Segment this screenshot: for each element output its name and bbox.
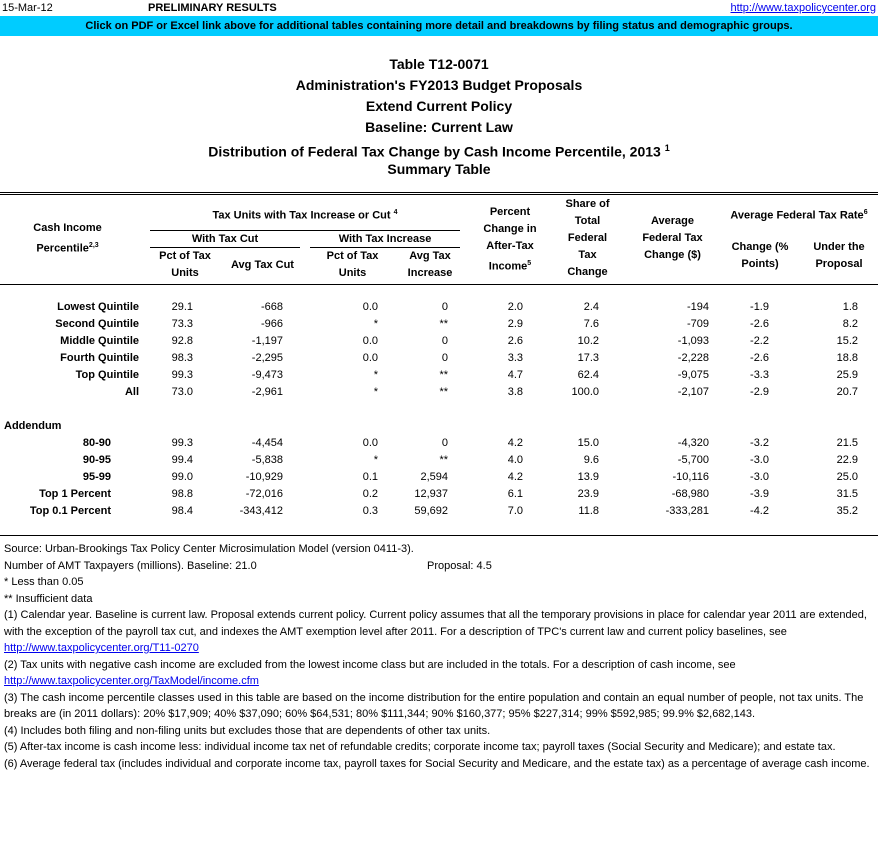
cell: ** bbox=[439, 369, 448, 381]
note-1-link[interactable]: http://www.taxpolicycenter.org/T11-0270 bbox=[4, 642, 199, 654]
cell: -3.9 bbox=[750, 488, 769, 500]
cell: 0 bbox=[441, 301, 448, 313]
cell: -3.3 bbox=[750, 369, 769, 381]
note-1: (1) Calendar year. Baseline is current law. Proposal extends current policy. Current policy assumes that all the temporary provisions in place for calendar year 2011 are extended, with the exception of the payroll tax cut, and indexes the AMT exemption level after 2011. For a description of TPC's current law and current policy baselines, see bbox=[4, 609, 867, 638]
cell: 1.8 bbox=[842, 301, 858, 313]
title-line-2: Administration's FY2013 Budget Proposals bbox=[295, 77, 583, 93]
cell: -2.2 bbox=[750, 335, 769, 347]
info-banner: Click on PDF or Excel link above for additional tables containing more detail and breakdowns by filing status and demographic groups. bbox=[0, 16, 878, 36]
site-link[interactable]: http://www.taxpolicycenter.org bbox=[730, 2, 876, 14]
col-under-proposal: Under the Proposal bbox=[813, 241, 865, 270]
cell: -709 bbox=[686, 318, 709, 330]
cell: -2,961 bbox=[251, 386, 283, 398]
cell: -3.2 bbox=[750, 437, 769, 449]
cell: 17.3 bbox=[577, 352, 599, 364]
cell: 2,594 bbox=[420, 471, 448, 483]
table-row bbox=[0, 486, 878, 503]
cell: 4.0 bbox=[507, 454, 523, 466]
footnotes bbox=[4, 541, 874, 772]
cell: ** bbox=[439, 454, 448, 466]
cell: 98.3 bbox=[171, 352, 193, 364]
col-group-with-increase: With Tax Increase bbox=[338, 233, 432, 245]
table-row bbox=[0, 384, 878, 401]
col-pct-units-cut: Pct of Tax Units bbox=[159, 250, 211, 279]
cell: -4.2 bbox=[750, 505, 769, 517]
note-2: (2) Tax units with negative cash income are excluded from the lowest income class but are included in the totals. For a description of cash income, see bbox=[4, 658, 736, 671]
cell: -68,980 bbox=[671, 488, 709, 500]
cell: -3.0 bbox=[750, 454, 769, 466]
cell: 0 bbox=[441, 437, 448, 449]
note-6: (6) Average federal tax (includes individual and corporate income tax, payroll taxes for Social Security and Medicare, and the estate tax) as a percentage of average cash income. bbox=[4, 757, 870, 770]
source-note: Source: Urban-Brookings Tax Policy Center Microsimulation Model (version 0411-3). bbox=[4, 543, 414, 555]
table-row bbox=[0, 316, 878, 333]
row-label: 90-95 bbox=[82, 454, 111, 466]
table-bottom-rule bbox=[0, 535, 878, 536]
cell: -2,107 bbox=[677, 386, 709, 398]
cell: 0.3 bbox=[362, 505, 378, 517]
row-label: 95-99 bbox=[82, 471, 111, 483]
table-id: Table T12-0071 bbox=[389, 56, 489, 72]
cell: -1,093 bbox=[677, 335, 709, 347]
col-group-avg-rate: Average Federal Tax Rate$^6$ bbox=[730, 209, 868, 222]
col-avg-tax-cut: Avg Tax Cut bbox=[231, 259, 294, 271]
cell: 4.7 bbox=[507, 369, 523, 381]
cell: 0.0 bbox=[362, 335, 378, 347]
cell: -2.9 bbox=[750, 386, 769, 398]
cell: -5,838 bbox=[251, 454, 283, 466]
row-label: Top 1 Percent bbox=[39, 488, 111, 500]
col-cash-income: Cash Income Percentile$^{2,3}$ bbox=[33, 222, 102, 255]
cell: 73.3 bbox=[171, 318, 193, 330]
table-row bbox=[0, 503, 878, 520]
cell: 20.7 bbox=[836, 386, 858, 398]
title-line-6: Summary Table bbox=[387, 161, 491, 177]
cell: 4.2 bbox=[507, 471, 523, 483]
cell: 100.0 bbox=[571, 386, 599, 398]
note-5: (5) After-tax income is cash income less: individual income tax net of refundable credits; corporate income tax; payroll taxes (Social Security and Medicare); and estate tax. bbox=[4, 741, 836, 753]
cell: 31.5 bbox=[836, 488, 858, 500]
cell: -668 bbox=[260, 301, 283, 313]
cell: 2.0 bbox=[507, 301, 523, 313]
cell: -194 bbox=[686, 301, 709, 313]
cell: 7.0 bbox=[507, 505, 523, 517]
cell: 0.0 bbox=[362, 352, 378, 364]
row-label: Top Quintile bbox=[75, 369, 139, 381]
cell: * bbox=[373, 386, 378, 398]
amt-note: Number of AMT Taxpayers (millions). Baseline: 21.0 Proposal: 4.5 bbox=[4, 559, 492, 572]
row-label: Middle Quintile bbox=[60, 335, 139, 347]
cell: 9.6 bbox=[583, 454, 599, 466]
header-bottom-rule bbox=[0, 284, 878, 285]
cell: 99.4 bbox=[171, 454, 193, 466]
cell: 2.6 bbox=[507, 335, 523, 347]
row-label: Fourth Quintile bbox=[60, 352, 139, 364]
insufficient-note: ** Insufficient data bbox=[4, 592, 93, 605]
cell: -1.9 bbox=[750, 301, 769, 313]
cell: 12,937 bbox=[414, 488, 448, 500]
cell: 35.2 bbox=[836, 505, 858, 517]
cell: 73.0 bbox=[171, 386, 193, 398]
cell: 8.2 bbox=[842, 318, 858, 330]
cell: -9,473 bbox=[251, 369, 283, 381]
cell: 22.9 bbox=[836, 454, 858, 466]
table-row bbox=[0, 350, 878, 367]
cell: -966 bbox=[260, 318, 283, 330]
cell: -2.6 bbox=[750, 318, 769, 330]
cell: * bbox=[373, 454, 378, 466]
cell: -4,320 bbox=[677, 437, 709, 449]
row-label: 80-90 bbox=[82, 437, 111, 449]
footnote-ref: 1 bbox=[664, 143, 670, 153]
cell: -10,929 bbox=[245, 471, 283, 483]
cell: 25.9 bbox=[836, 369, 858, 381]
addendum-row bbox=[0, 418, 878, 435]
cell: ** bbox=[439, 386, 448, 398]
cell: 13.9 bbox=[577, 471, 599, 483]
title-line-3: Extend Current Policy bbox=[365, 98, 513, 114]
cell: 2.9 bbox=[507, 318, 523, 330]
cell: 6.1 bbox=[507, 488, 523, 500]
title-line-5: Distribution of Federal Tax Change by Cash Income Percentile, 2013 $^1$ bbox=[208, 143, 670, 160]
cell: 29.1 bbox=[171, 301, 193, 313]
row-label: All bbox=[124, 386, 139, 398]
cell: 0.2 bbox=[362, 488, 378, 500]
cell: 21.5 bbox=[836, 437, 858, 449]
cell: 0.1 bbox=[362, 471, 378, 483]
cell: 0 bbox=[441, 352, 448, 364]
cell: 99.3 bbox=[171, 369, 193, 381]
cell: 15.0 bbox=[577, 437, 599, 449]
table-row bbox=[0, 469, 878, 486]
note-4: (4) Includes both filing and non-filing units but excludes those that are dependents of other tax units. bbox=[4, 724, 491, 737]
note-3: (3) The cash income percentile classes used in this table are based on the income distribution for the entire population and contain an equal number of people, not tax units. The breaks are (in 2011 dollars): 20% $17,909; 40% $37,090; 60% $64,531; 80% $111,344; 90% $160,377; 95% $227,314; 99% $592,985; 99.9% $2,682,143. bbox=[4, 691, 864, 720]
cell: -1,197 bbox=[251, 335, 283, 347]
cell: -4,454 bbox=[251, 437, 283, 449]
cell: 98.8 bbox=[171, 488, 193, 500]
cell: -333,281 bbox=[665, 505, 709, 517]
cell: -343,412 bbox=[239, 505, 283, 517]
col-share-total: Share of Total Federal Tax Change bbox=[565, 198, 610, 278]
preliminary-label: PRELIMINARY RESULTS bbox=[148, 2, 277, 14]
cell: 99.0 bbox=[171, 471, 193, 483]
cell: 0.0 bbox=[362, 301, 378, 313]
col-avg-tax-increase: Avg Tax Increase bbox=[407, 250, 453, 279]
cell: 4.2 bbox=[507, 437, 523, 449]
table-titles bbox=[0, 54, 878, 180]
cell: 92.8 bbox=[171, 335, 193, 347]
cell: 25.0 bbox=[836, 471, 858, 483]
cell: 62.4 bbox=[577, 369, 599, 381]
report-date: 15-Mar-12 bbox=[2, 2, 53, 14]
cell: 10.2 bbox=[577, 335, 599, 347]
cell: -72,016 bbox=[245, 488, 283, 500]
table-row bbox=[0, 299, 878, 316]
cell: -3.0 bbox=[750, 471, 769, 483]
col-avg-federal-tax-change: Average Federal Tax Change ($) bbox=[642, 215, 703, 261]
cell: -10,116 bbox=[672, 471, 709, 483]
col-pct-units-increase: Pct of Tax Units bbox=[326, 250, 379, 279]
col-group-tax-units: Tax Units with Tax Increase or Cut $^4$ bbox=[212, 209, 398, 222]
cell: 0.0 bbox=[362, 437, 378, 449]
row-label: Second Quintile bbox=[55, 318, 139, 330]
cell: -2,228 bbox=[677, 352, 709, 364]
table-row bbox=[0, 333, 878, 350]
addendum-label: Addendum bbox=[4, 420, 62, 432]
table-row bbox=[0, 367, 878, 384]
cell: 18.8 bbox=[836, 352, 858, 364]
table-row bbox=[0, 435, 878, 452]
row-label: Top 0.1 Percent bbox=[29, 505, 111, 517]
cell: 98.4 bbox=[171, 505, 193, 517]
cell: 7.6 bbox=[583, 318, 599, 330]
note-2-link[interactable]: http://www.taxpolicycenter.org/TaxModel/income.cfm bbox=[4, 675, 259, 687]
cell: 99.3 bbox=[171, 437, 193, 449]
cell: ** bbox=[439, 318, 448, 330]
cell: * bbox=[373, 369, 378, 381]
less-note: * Less than 0.05 bbox=[4, 576, 84, 588]
cell: -2,295 bbox=[251, 352, 283, 364]
col-pct-change-after-tax: Percent Change in After-Tax Income$^5$ bbox=[483, 206, 537, 273]
cell: 0 bbox=[441, 335, 448, 347]
cell: 11.8 bbox=[578, 505, 599, 517]
cell: * bbox=[373, 318, 378, 330]
cell: 3.3 bbox=[507, 352, 523, 364]
cell: 23.9 bbox=[577, 488, 599, 500]
cell: 15.2 bbox=[836, 335, 858, 347]
cell: 2.4 bbox=[583, 301, 599, 313]
table-row bbox=[0, 452, 878, 469]
row-label: Lowest Quintile bbox=[57, 301, 139, 313]
col-group-with-cut: With Tax Cut bbox=[191, 233, 259, 245]
cell: -5,700 bbox=[677, 454, 709, 466]
col-change-points: Change (% Points) bbox=[731, 241, 789, 270]
cell: 3.8 bbox=[507, 386, 523, 398]
cell: 59,692 bbox=[414, 505, 448, 517]
title-line-4: Baseline: Current Law bbox=[365, 119, 513, 135]
cell: -2.6 bbox=[750, 352, 769, 364]
cell: -9,075 bbox=[677, 369, 709, 381]
table-top-rule bbox=[0, 192, 878, 195]
